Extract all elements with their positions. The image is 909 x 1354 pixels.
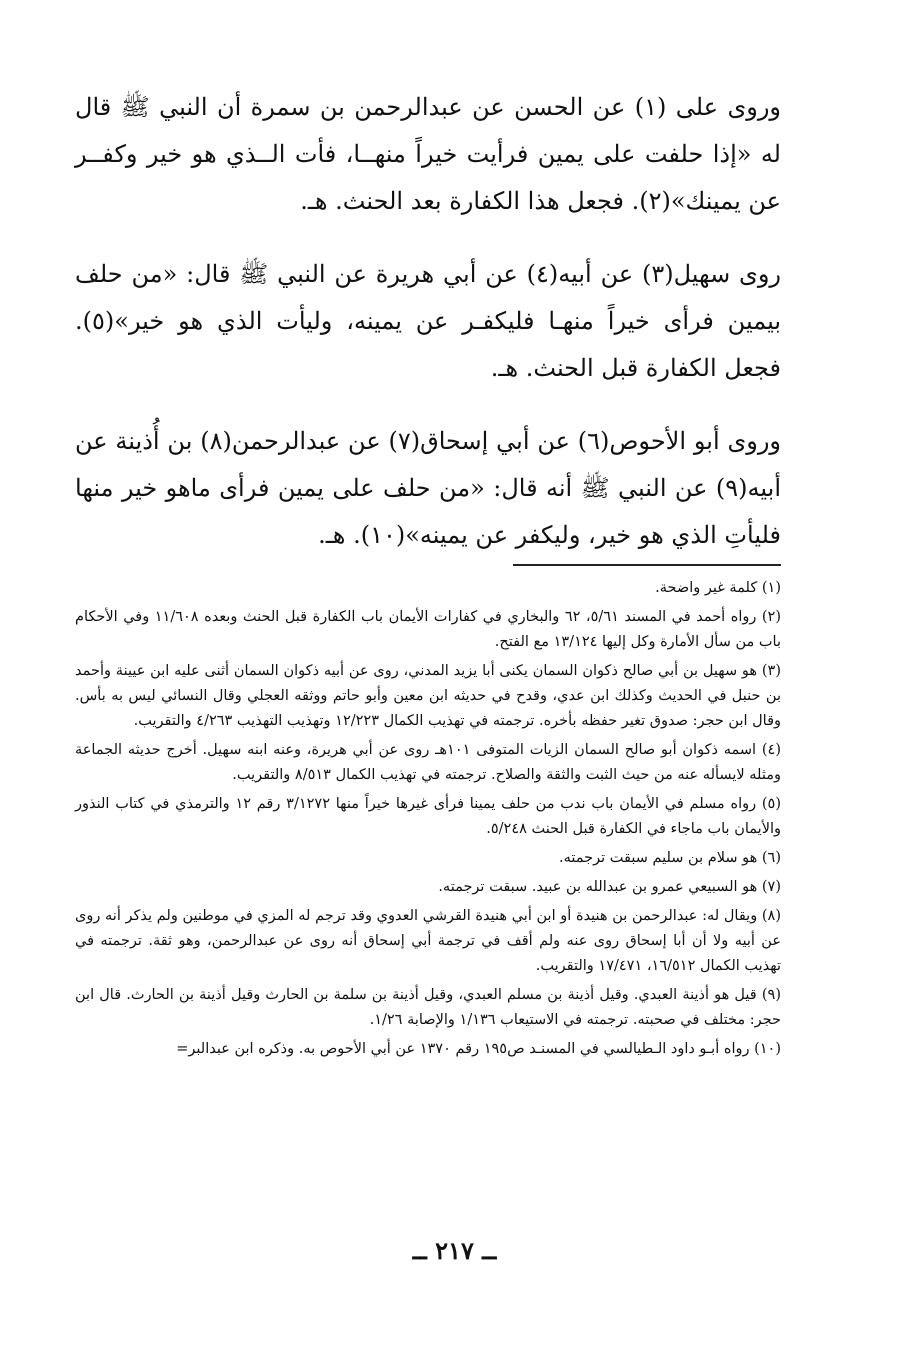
footnote-8: (٨) ويقال له: عبدالرحمن بن هنيدة أو ابن أبي هنيدة القرشي العدوي وقد ترجم له المزي في موطنين ولم يذكر أنه روى عن أبيه ولا أن أبا إسحاق روى عنه ولم أقف في ترجمة أبي إسحاق أنه روى عن عبدالرحمن، وهو ثقة. ترجمته في تهذيب الكمال ١٦/٥١٢، ١٧/٤٧١ والتقريب. (75, 908, 781, 974)
footnote-10: (١٠) رواه أبـو داود الـطيالسي في المسنـد ص١٩٥ رقم ١٣٧٠ عن أبي الأحوص به. وذكره ابن عبدالبر= (176, 1041, 781, 1057)
main-text (75, 84, 781, 585)
footnote-5: (٥) رواه مسلم في الأيمان باب ندب من حلف يمينا فرأى غيرها خيراً منها ٣/١٢٧٢ رقم ١٢ والترمذي في كتاب النذور والأيمان باب ماجاء في الكفارة قبل الحنث ٥/٢٤٨. (75, 796, 781, 837)
paragraph-2: روى سهيل(٣) عن أبيه(٤) عن أبي هريرة عن النبي ﷺ قال: «من حلف بيمين فرأى خيراً منهـا فليكفـر عن يمينه، وليأت الذي هو خير»(٥). فجعل الكفارة قبل الحنث. هـ. (75, 260, 782, 382)
footnote-divider (513, 564, 781, 566)
footnote-9: (٩) قيل هو أذينة العبدي. وقيل أذينة بن مسلم العبدي، وقيل أذينة بن سلمة بن الحارث وقيل أذينة بن الحارث. قال ابن حجر: مختلف في صحبته. ترجمته في الاستيعاب ١/١٣٦ والإصابة ١/٢٦. (75, 987, 781, 1028)
footnote-4: (٤) اسمه ذكوان أبو صالح السمان الزيات المتوفى ١٠١هـ روى عن أبي هريرة، وعنه ابنه سهيل. أخرج حديثه الجماعة ومثله لايسأله عنه من حيث الثبت والثقة والصلاح. ترجمته في تهذيب الكمال ٨/٥١٣ والتقريب. (75, 742, 781, 783)
footnote-3: (٣) هو سهيل بن أبي صالح ذكوان السمان يكنى أبا يزيد المدني، روى عن أبيه ذكوان السمان أثنى عليه ابن عيينة وأحمد بن حنبل في الحديث وكذلك ابن عدي، وقدح في حديثه ابن معين وأبو حاتم ووثقه العجلي وقال النسائي ليس به بأس. وقال ابن حجر: صدوق تغير حفظه بأخره. ترجمته في تهذيب الكمال ١٢/٢٢٣ وتهذيب التهذيب ٤/٢٦٣ والتقريب. (75, 663, 781, 729)
paragraph-1: وروى على (١) عن الحسن عن عبدالرحمن بن سمرة أن النبي ﷺ قال له «إذا حلفت على يمين فرأيت خيراً منهــا، فأت الــذي هو خير وكفــر عن يمينك»(٢). فجعل هذا الكفارة بعد الحنث. هـ. (75, 93, 781, 215)
page-number: ــ ٢١٧ ــ (412, 1236, 497, 1265)
footnote-1: (١) كلمة غير واضحة. (655, 580, 781, 596)
footnote-7: (٧) هو السبيعي عمرو بن عبدالله بن عبيد. سبقت ترجمته. (438, 879, 781, 895)
footnote-6: (٦) هو سلام بن سليم سبقت ترجمته. (559, 850, 781, 866)
paragraph-3: وروى أبو الأحوص(٦) عن أبي إسحاق(٧) عن عبدالرحمن(٨) بن أُذينة عن أبيه(٩) عن النبي ﷺ أنه قال: «من حلف على يمين فرأى ماهو خير منها فليأتِ الذي هو خير، وليكفر عن يمينه»(١٠). هـ. (75, 427, 782, 549)
footnotes (75, 576, 781, 1066)
footnote-2: (٢) رواه أحمد في المسند ٥/٦١، ٦٢ والبخاري في كفارات الأيمان باب الكفارة قبل الحنث وبعده ١١/٦٠٨ وفي الأحكام باب من سأل الأمارة وكل إليها ١٣/١٢٤ مع الفتح. (75, 609, 782, 650)
